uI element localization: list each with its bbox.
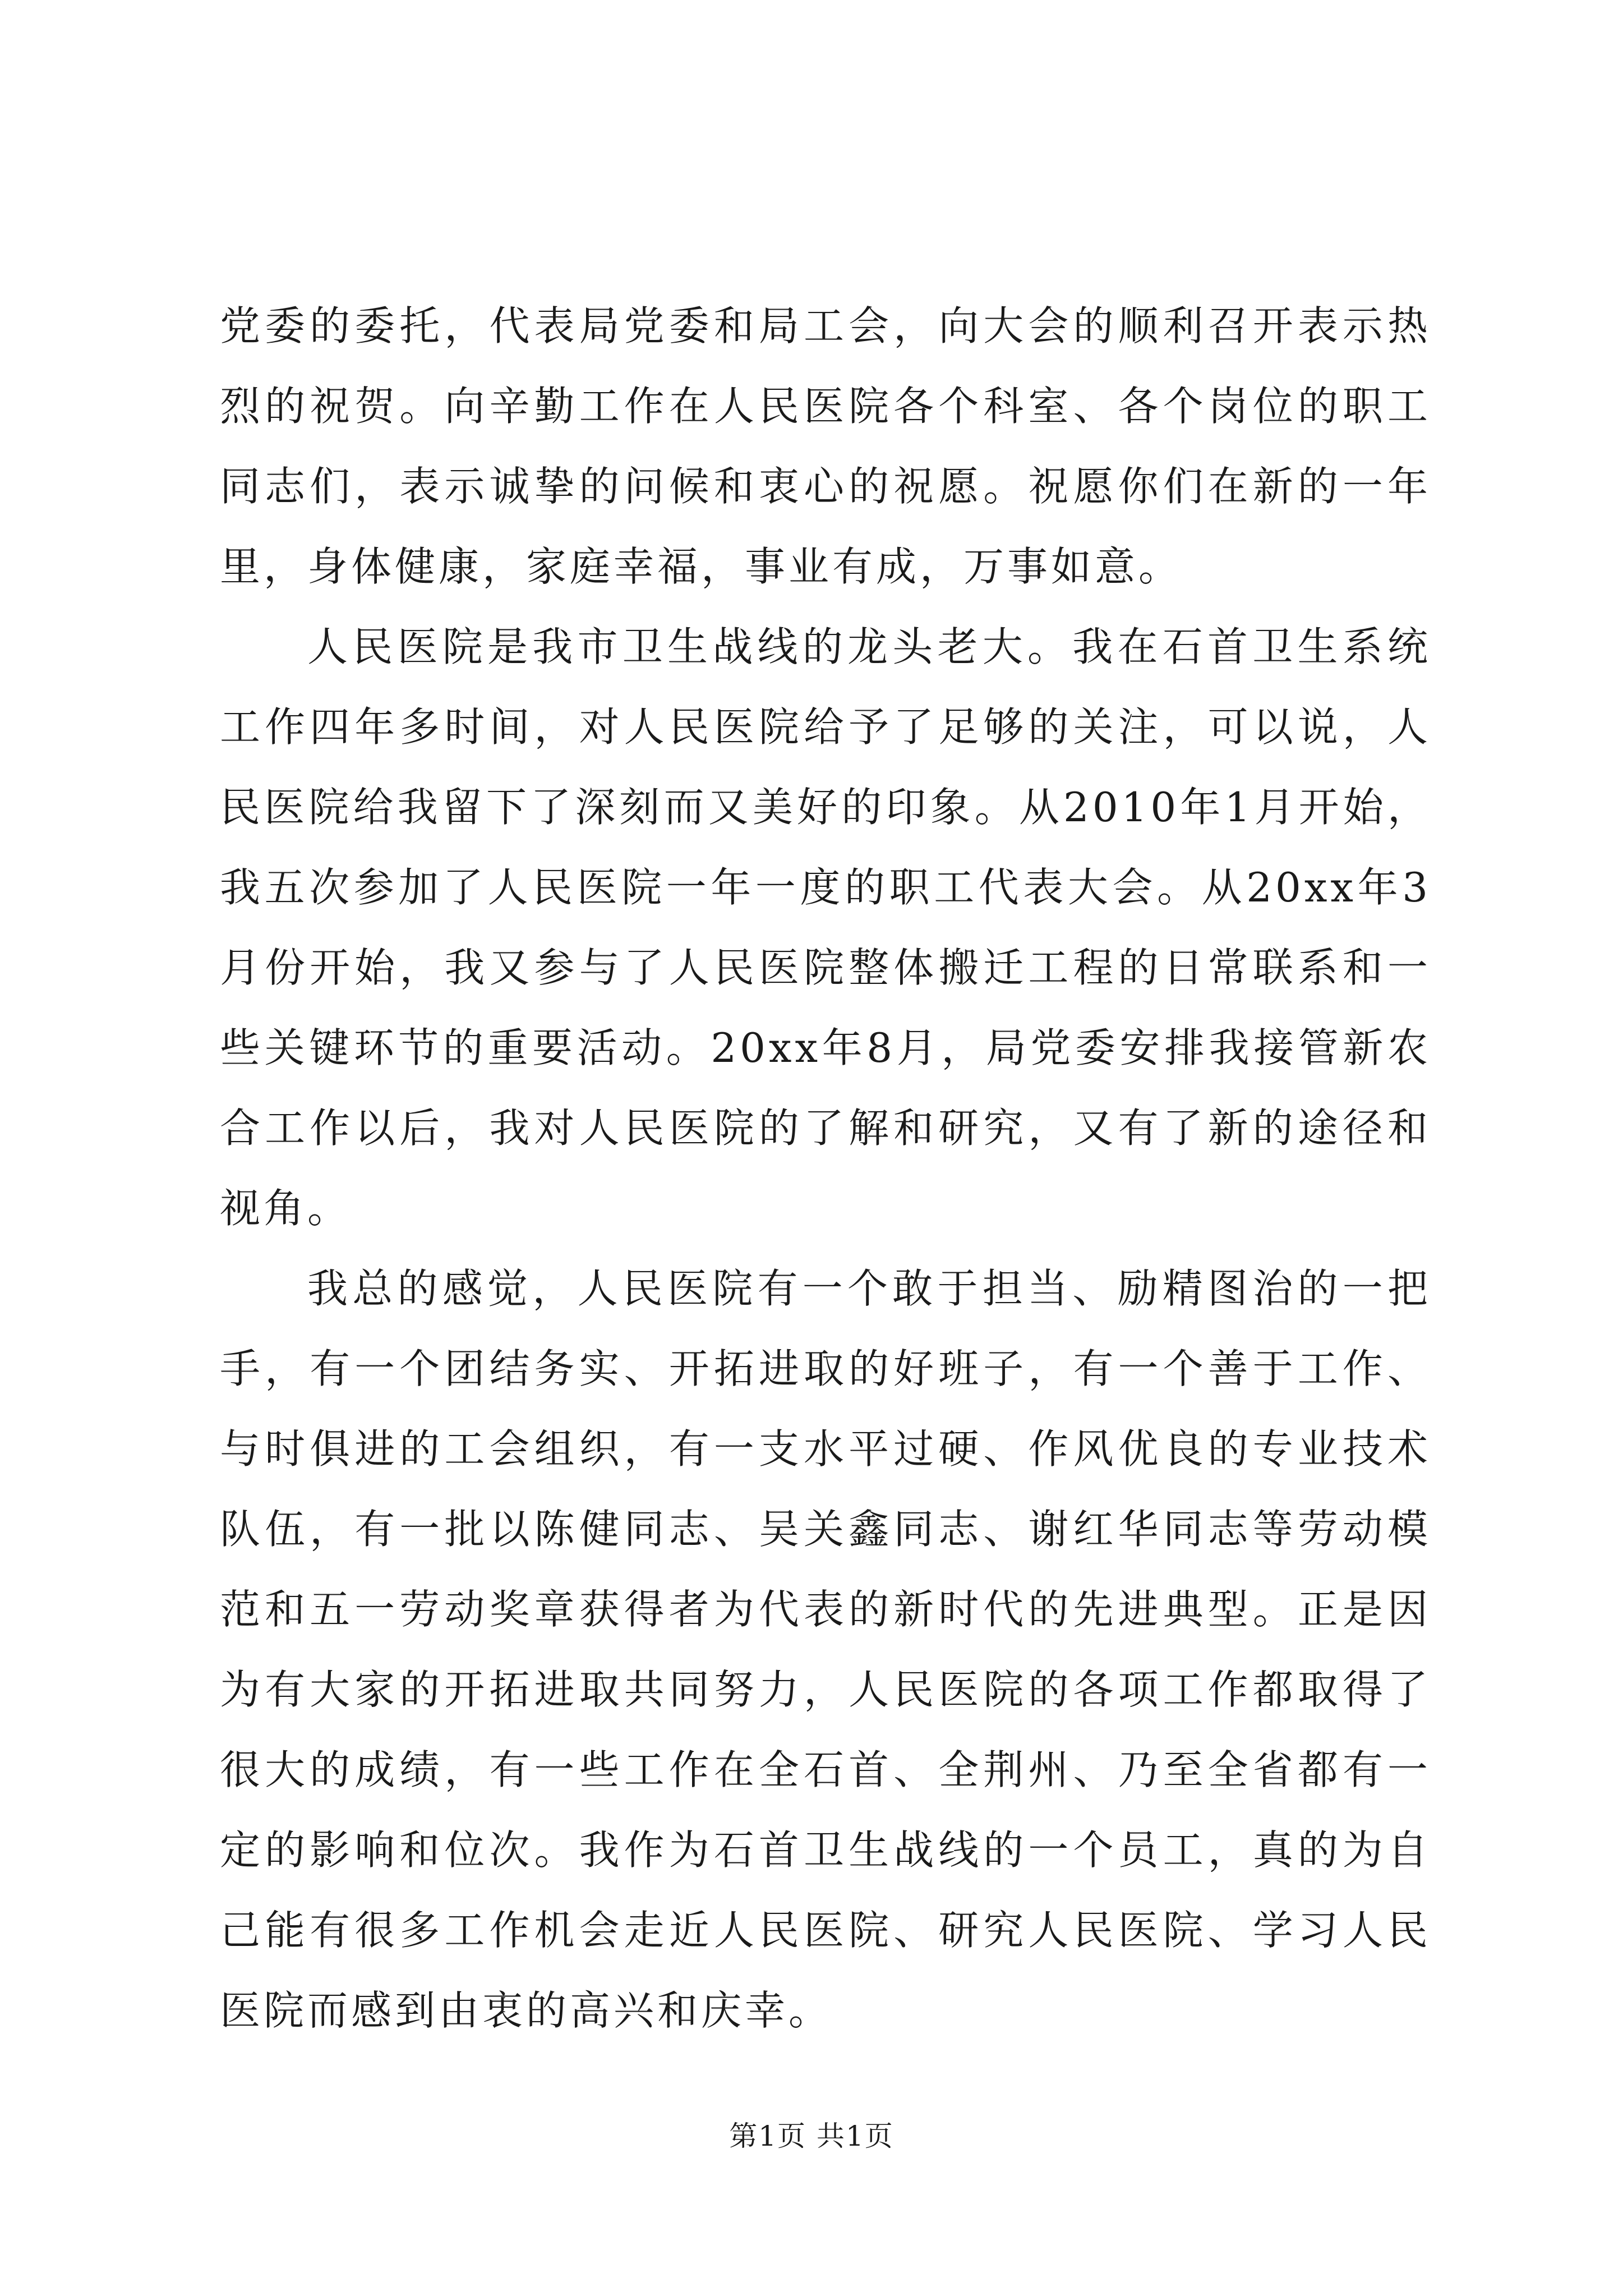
page-footer (0, 2119, 1623, 2153)
paragraph-3: 我总的感觉，人民医院有一个敢于担当、励精图治的一把手，有一个团结务实、开拓进取的好班子，有一个善于工作、与时俱进的工会组织，有一支水平过硬、作风优良的专业技术队伍，有一批以陈健同志、吴关鑫同志、谢红华同志等劳动模范和五一劳动奖章获得者为代表的新时代的先进典型。正是因为有大家的开拓进取共同努力，人民医院的各项工作都取得了很大的成绩，有一些工作在全石首、全荆州、乃至全省都有一定的影响和位次。我作为石首卫生战线的一个员工，真的为自己能有很多工作机会走近人民医院、研究人民医院、学习人民医院而感到由衷的高兴和庆幸。 (220, 1265, 1431, 2034)
paragraph-2: 人民医院是我市卫生战线的龙头老大。我在石首卫生系统工作四年多时间，对人民医院给予了足够的关注，可以说，人民医院给我留下了深刻而又美好的印象。从2010年1月开始，我五次参加了人民医院一年一度的职工代表大会。从20xx年3月份开始，我又参与了人民医院整体搬迁工程的日常联系和一些关键环节的重要活动。20xx年8月，局党委安排我接管新农合工作以后，我对人民医院的了解和研究，又有了新的途径和视角。 (220, 623, 1431, 1232)
paragraph-1: 党委的委托，代表局党委和局工会，向大会的顺利召开表示热烈的祝贺。向辛勤工作在人民医院各个科室、各个岗位的职工同志们，表示诚挚的问候和衷心的祝愿。祝愿你们在新的一年里，身体健康，家庭幸福，事业有成，万事如意。 (220, 302, 1431, 590)
page-number-label: 第1页 共1页 (729, 2120, 894, 2152)
document-body (220, 286, 1431, 2051)
